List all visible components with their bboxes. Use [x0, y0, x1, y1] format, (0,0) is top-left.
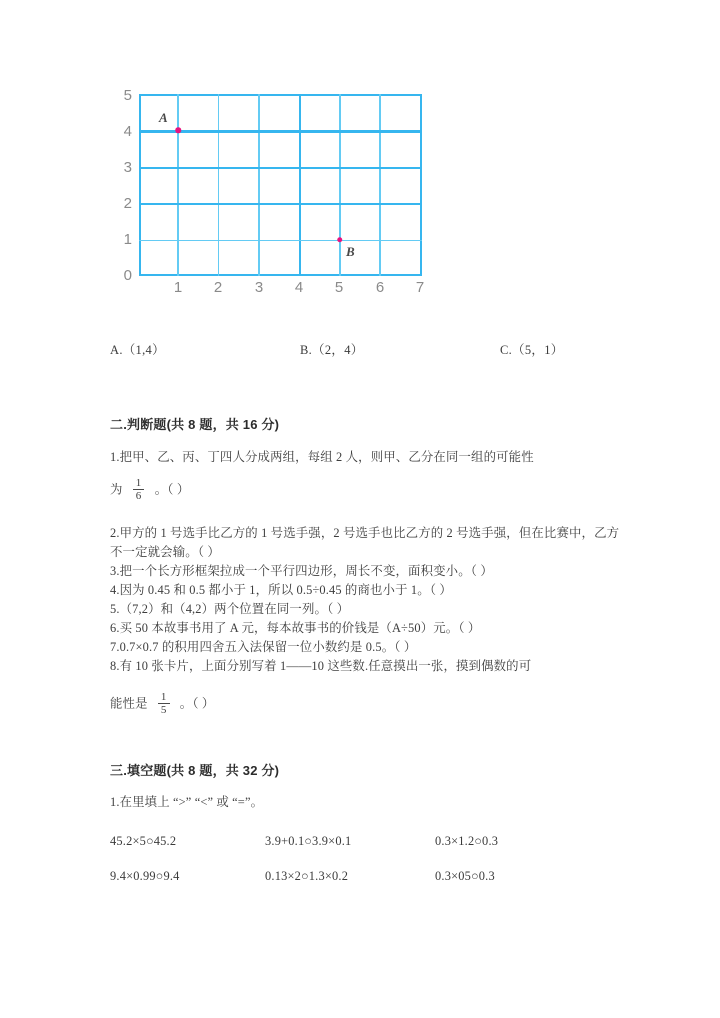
gridline-h-2 [139, 203, 422, 205]
y-tick-5: 5 [123, 87, 132, 104]
section2-question-8-line2 [110, 692, 622, 718]
option-b[interactable]: B.（2，4） [300, 343, 364, 357]
expression-2-1: 9.4×0.99○9.4 [110, 869, 180, 883]
point-a-marker [175, 128, 181, 134]
q8-fraction-numerator: 1 [160, 691, 167, 703]
gridline-v-2 [218, 94, 220, 276]
gridline-v-5 [339, 94, 341, 276]
gridline-h-4 [139, 130, 422, 132]
gridline-v-6 [379, 94, 381, 276]
section2-question-1-line1: 1.把甲、乙、丙、丁四人分成两组，每组 2 人，则甲、乙分在同一组的可能性 [110, 450, 534, 464]
q8-prefix: 能性是 [110, 696, 148, 711]
option-a[interactable]: A.（1,4） [110, 343, 165, 357]
y-tick-4: 4 [123, 123, 132, 140]
option-c[interactable]: C.（5，1） [500, 343, 564, 357]
section2-question-1-line2 [110, 478, 622, 504]
gridline-h-3 [139, 167, 422, 169]
x-tick-6: 6 [375, 279, 385, 296]
section2-question-5: 5.（7,2）和（4,2）两个位置在同一列。（ ） [110, 602, 350, 616]
x-tick-4: 4 [294, 279, 304, 296]
expression-1-3: 0.3×1.2○0.3 [435, 834, 499, 848]
expression-2-2: 0.13×2○1.3×0.2 [265, 869, 349, 883]
x-tick-7: 7 [415, 279, 425, 296]
gridline-v-1 [177, 94, 179, 276]
q8-suffix: 。（ ） [179, 696, 215, 711]
section2-question-7: 7.0.7×0.7 的积用四舍五入法保留一位小数约是 0.5。（ ） [110, 640, 417, 654]
grid-area [139, 94, 422, 276]
section2-question-2: 2.甲方的 1 号选手比乙方的 1 号选手强，2 号选手也比乙方的 2 号选手强，但在比赛中，乙方不一定就会输。（ ） [110, 526, 620, 559]
section2-question-4: 4.因为 0.45 和 0.5 都小于 1，所以 0.5÷0.45 的商也小于 1。（ ） [110, 583, 452, 597]
expression-1-1: 45.2×5○45.2 [110, 834, 177, 848]
section3-question-1: 1.在里填上 “>” “<” 或 “=”。 [110, 795, 264, 809]
q8-fraction-denominator: 5 [158, 703, 170, 716]
x-tick-1: 1 [173, 279, 183, 296]
q8-fraction [158, 691, 170, 717]
gridline-v-4 [299, 94, 301, 276]
y-tick-2: 2 [123, 195, 132, 212]
q1-suffix: 。（ ） [154, 482, 190, 497]
gridline-h-1 [139, 240, 422, 242]
q1-fraction [133, 477, 145, 503]
expression-1-2: 3.9+0.1○3.9×0.1 [265, 834, 352, 848]
x-tick-2: 2 [213, 279, 223, 296]
expression-2-3: 0.3×05○0.3 [435, 869, 495, 883]
x-tick-3: 3 [254, 279, 264, 296]
coordinate-grid-figure [112, 86, 425, 301]
section2-question-8-line1: 8.有 10 张卡片，上面分别写着 1——10 这些数.任意摸出一张，摸到偶数的可 [110, 659, 532, 673]
section2-question-3: 3.把一个长方形框架拉成一个平行四边形，周长不变，面积变小。（ ） [110, 564, 493, 578]
q1-prefix: 为 [110, 482, 123, 497]
y-tick-3: 3 [123, 159, 132, 176]
gridline-v-3 [258, 94, 260, 276]
point-b-label: B [346, 244, 355, 259]
x-tick-5: 5 [334, 279, 344, 296]
y-tick-1: 1 [123, 231, 132, 248]
point-a-label: A [159, 110, 168, 125]
q1-fraction-denominator: 6 [133, 489, 145, 502]
y-tick-0: 0 [123, 267, 132, 284]
q1-fraction-numerator: 1 [135, 477, 142, 489]
section-2-heading: 二.判断题(共 8 题，共 16 分) [110, 417, 280, 432]
point-b-marker [337, 237, 343, 243]
section2-question-6: 6.买 50 本故事书用了 A 元，每本故事书的价钱是（A÷50）元。（ ） [110, 621, 481, 635]
section-3-heading: 三.填空题(共 8 题，共 32 分) [110, 763, 280, 778]
